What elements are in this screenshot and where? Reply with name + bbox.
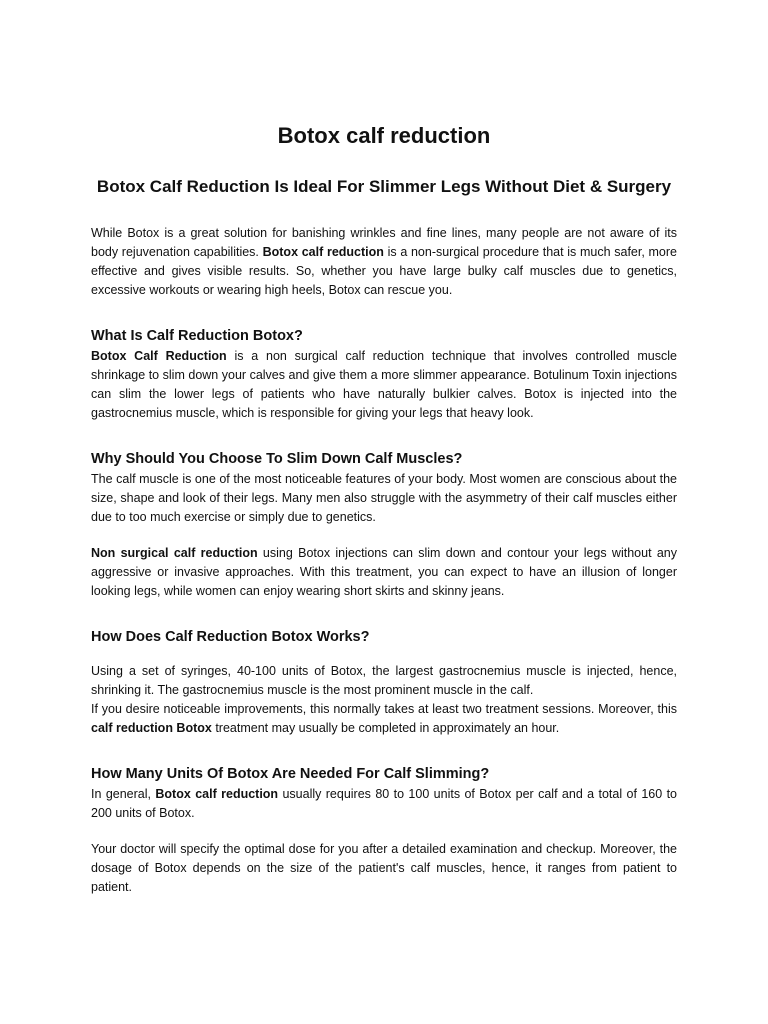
section-how-works-paragraph-2: [91, 700, 677, 738]
section-units-text-post: usually requires 80 to 100 units of Botox per calf and a total of 160 to 200 units of Botox.: [91, 787, 678, 820]
section-why-slim-text: using Botox injections can slim down and contour your legs without any aggressive or invasive approaches. With this treatment, you can expect to have an illusion of longer looking legs, while women can enjoy wearing short skirts and skinny jeans.: [91, 546, 677, 598]
section-why-slim-paragraph-2: [91, 544, 677, 601]
section-why-slim-bold-term: Non surgical calf reduction: [91, 546, 258, 560]
section-why-slim-paragraph-1: The calf muscle is one of the most noticeable features of your body. Most women are conscious about the size, shape and look of their legs. Many men also struggle with the asymmetry of their calf muscles either due to too much exercise or simply due to genetics.: [91, 472, 677, 524]
intro-bold-term: Botox calf reduction: [262, 245, 384, 259]
section-heading-what-is: What Is Calf Reduction Botox?: [91, 328, 303, 344]
document-title: Botox calf reduction: [277, 123, 491, 148]
document-subtitle: Botox Calf Reduction Is Ideal For Slimmer Legs Without Diet & Surgery: [96, 177, 672, 196]
intro-text-pre: While Botox is a great solution for banishing wrinkles and fine lines, many people are not aware of its body rejuvenation capabilities.: [91, 226, 677, 259]
section-what-is-paragraph: [91, 347, 677, 423]
section-what-is-bold-term: Botox Calf Reduction: [91, 349, 227, 363]
section-units-text-pre: In general,: [91, 787, 156, 801]
section-how-works-bold-term: calf reduction Botox: [91, 721, 212, 735]
section-how-works-paragraph-1: Using a set of syringes, 40-100 units of Botox, the largest gastrocnemius muscle is injected, hence, shrinking it. The gastrocnemius muscle is the most prominent muscle in the calf.: [91, 664, 677, 697]
section-units-bold-term: Botox calf reduction: [155, 787, 279, 801]
section-how-works-text-pre: If you desire noticeable improvements, this normally takes at least two treatment sessions. Moreover, this: [91, 702, 677, 716]
section-how-works-text-post: treatment may usually be completed in approximately an hour.: [211, 721, 560, 735]
section-what-is-text: is a non surgical calf reduction technique that involves controlled muscle shrinkage to slim down your calves and give them a more slimmer appearance. Botulinum Toxin injections can slim the lower legs of patients who have naturally bulkier calves. Botox is injected into the gastrocnemius muscle, which is responsible for giving your legs that heavy look.: [91, 349, 677, 420]
section-units-paragraph-2: Your doctor will specify the optimal dose for you after a detailed examination and checkup. Moreover, the dosage of Botox depends on the size of the patient's calf muscles, hence, it ranges from patient to patient.: [91, 842, 677, 894]
section-heading-how-many-units: How Many Units Of Botox Are Needed For Calf Slimming?: [91, 766, 490, 782]
section-heading-how-works: How Does Calf Reduction Botox Works?: [91, 629, 370, 645]
intro-text-post: is a non-surgical procedure that is much safer, more effective and gives visible results. So, whether you have large bulky calf muscles due to genetics, excessive workouts or wearing high heels, Botox can rescue you.: [91, 245, 678, 297]
section-heading-why-slim: Why Should You Choose To Slim Down Calf Muscles?: [91, 451, 463, 467]
intro-paragraph: [91, 224, 677, 300]
section-units-paragraph-1: [91, 785, 677, 823]
